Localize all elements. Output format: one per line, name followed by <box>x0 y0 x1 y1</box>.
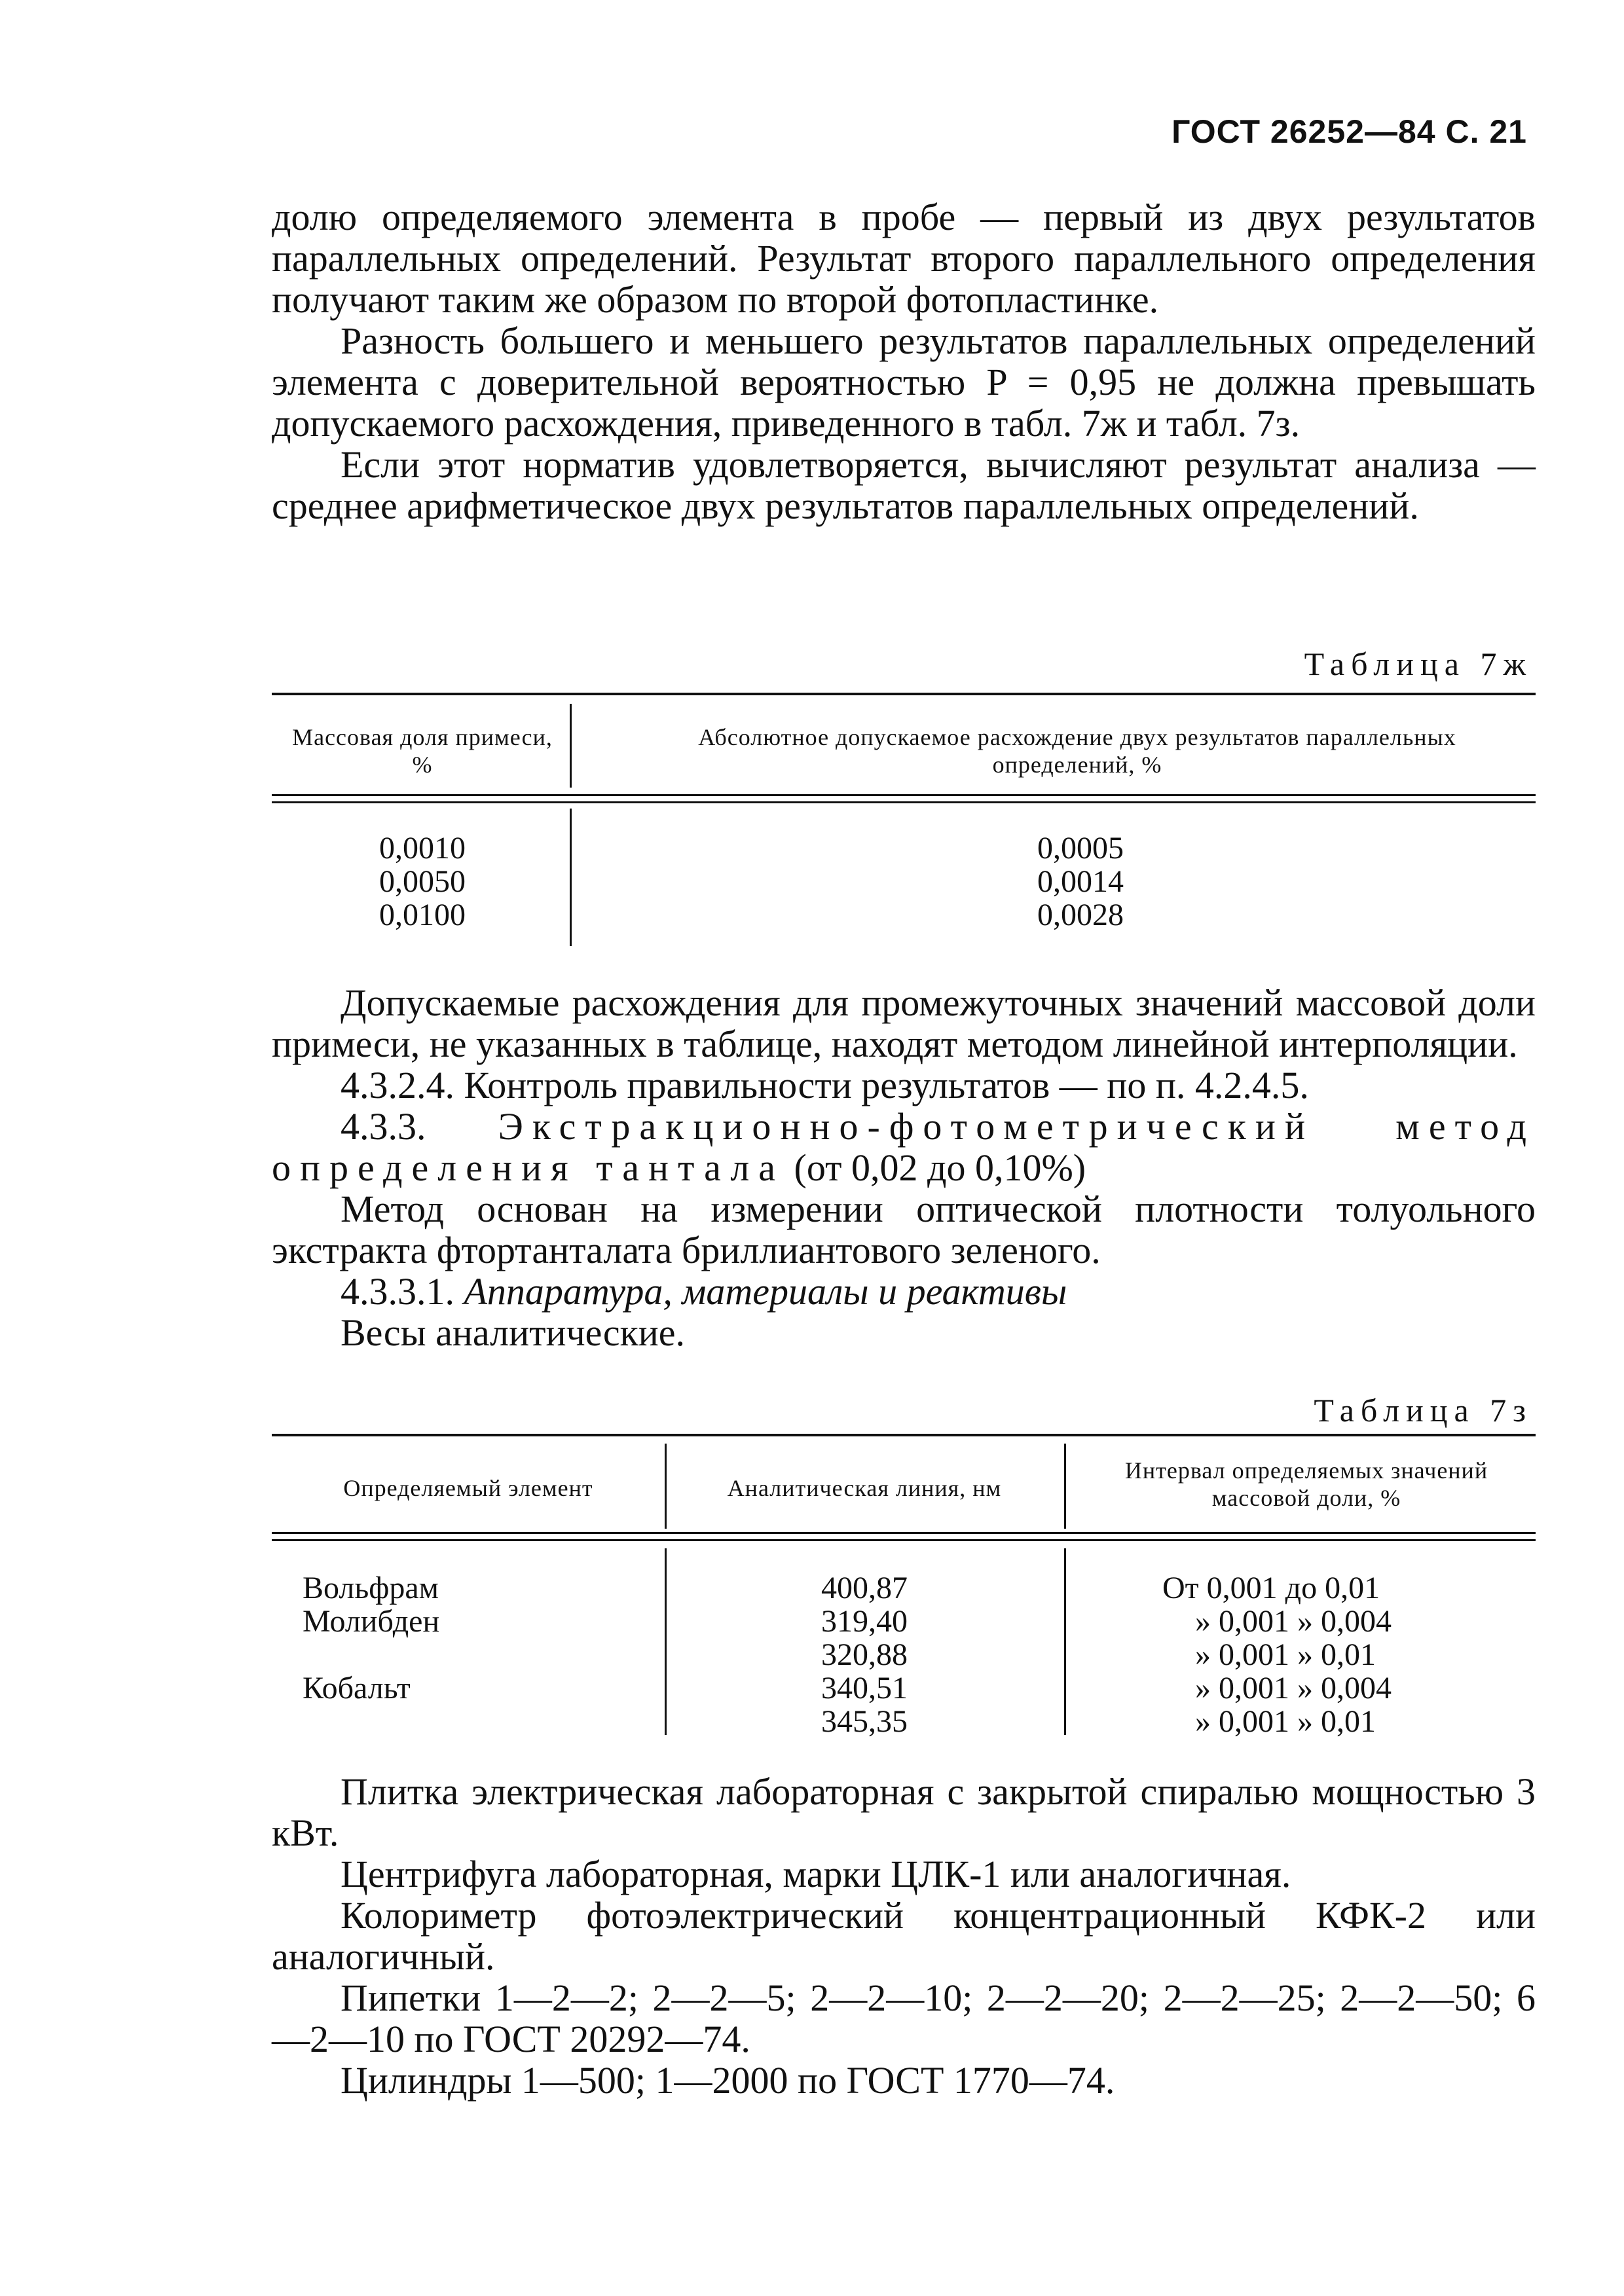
table-cell: » 0,001 » 0,01 <box>1195 1637 1376 1672</box>
table-7z-caption: Таблица 7з <box>1314 1392 1532 1429</box>
table-cell: » 0,001 » 0,004 <box>1195 1604 1392 1639</box>
table-cell: 345,35 <box>821 1704 908 1739</box>
table-column-divider <box>1064 1444 1066 1529</box>
method-range: (от 0,02 до 0,10%) <box>794 1146 1086 1189</box>
table-cell: Молибден <box>303 1604 440 1639</box>
table-cell: 0,0028 <box>1037 898 1124 932</box>
paragraph: Пипетки 1—2—2; 2—2—5; 2—2—10; 2—2—20; 2—2—25; 2—2—50; 6—2—10 по ГОСТ 20292—74. <box>272 1977 1536 2060</box>
table-cell: Кобальт <box>303 1671 411 1705</box>
method-title: Экстракционно-фотометрический метод определения тантала <box>272 1105 1536 1189</box>
table-7z-header-2: Аналитическая линия, нм <box>727 1475 1002 1501</box>
section-number: 4.3.3. <box>341 1105 426 1148</box>
table-top-rule <box>272 1434 1536 1436</box>
table-cell: 0,0005 <box>1037 831 1124 866</box>
paragraph: Разность большего и меньшего результатов параллельных определений элемента с доверительной вероятностью P = 0,95 не должна превышать допускаемого расхождения, приведенного в табл. 7ж и табл. 7з. <box>272 319 1536 445</box>
paragraph: Метод основан на измерении оптической плотности толуольного экстракта фтортанталата бриллиантового зеленого. <box>272 1188 1536 1271</box>
table-header-rule <box>272 1539 1536 1541</box>
table-7z-col-range <box>1162 1571 1529 1738</box>
table-cell: 0,0010 <box>379 831 466 866</box>
table-7z-header-1: Определяемый элемент <box>343 1475 593 1501</box>
table-cell: 340,51 <box>821 1671 908 1705</box>
table-cell: » 0,001 » 0,01 <box>1195 1704 1376 1739</box>
paragraph: долю определяемого элемента в пробе — первый из двух результатов параллельных определений. Результат второго параллельного определения получают таким же образом по второй фотопластинке. <box>272 196 1536 321</box>
paragraph: Центрифуга лабораторная, марки ЦЛК-1 или аналогичная. <box>341 1853 1291 1895</box>
table-column-divider <box>1064 1548 1066 1735</box>
paragraph: Цилиндры 1—500; 1—2000 по ГОСТ 1770—74. <box>341 2059 1115 2102</box>
middle-text-block <box>272 982 1536 1353</box>
table-header-rule <box>272 801 1536 803</box>
paragraph: Весы аналитические. <box>341 1311 686 1354</box>
table-cell <box>303 1705 643 1738</box>
table-cell: 400,87 <box>821 1571 908 1605</box>
table-cell: 319,40 <box>821 1604 908 1639</box>
table-column-divider <box>665 1444 667 1529</box>
subsection-heading <box>272 1271 1536 1312</box>
table-cell: 0,0014 <box>1037 864 1124 899</box>
table-cell: » 0,001 » 0,004 <box>1195 1671 1392 1705</box>
table-top-rule <box>272 693 1536 695</box>
running-header: ГОСТ 26252—84 С. 21 <box>1172 113 1527 150</box>
table-cell: 0,0050 <box>379 864 466 899</box>
table-column-divider <box>665 1548 667 1735</box>
table-column-divider <box>570 809 572 946</box>
table-header-rule <box>272 1532 1536 1534</box>
table-7zh-col-2 <box>950 831 1211 932</box>
paragraph: Допускаемые расхождения для промежуточных значений массовой доли примеси, не указанных в таблице, находят методом линейной интерполяции. <box>272 981 1536 1065</box>
table-7z-header-3: Интервал определяемых значений массовой доли, % <box>1124 1457 1488 1511</box>
table-header-rule <box>272 794 1536 796</box>
table-7z-col-element <box>303 1571 643 1738</box>
section-heading <box>272 1106 1536 1188</box>
table-cell: 320,88 <box>821 1637 908 1672</box>
table-7zh-col-1 <box>282 831 563 932</box>
top-text-block <box>272 196 1536 526</box>
section-number: 4.3.3.1. <box>341 1270 454 1313</box>
table-7z-col-line <box>740 1571 989 1738</box>
bottom-text-block <box>272 1771 1536 2101</box>
table-cell: 0,0100 <box>379 898 466 932</box>
paragraph: Колориметр фотоэлектрический концентрационный КФК-2 или аналогичный. <box>272 1894 1536 1978</box>
table-7zh-header-1: Массовая доля примеси, % <box>292 724 553 778</box>
table-7zh-caption: Таблица 7ж <box>1304 646 1532 682</box>
table-cell: От 0,001 до 0,01 <box>1162 1571 1380 1605</box>
paragraph: 4.3.2.4. Контроль правильности результатов — по п. 4.2.4.5. <box>341 1064 1309 1106</box>
paragraph: Плитка электрическая лабораторная с закрытой спиралью мощностью 3 кВт. <box>272 1770 1536 1854</box>
table-column-divider <box>570 704 572 788</box>
subsection-title: Аппаратура, материалы и реактивы <box>464 1270 1067 1313</box>
table-7zh-header-2: Абсолютное допускаемое расхождение двух результатов параллельных определений, % <box>698 724 1456 778</box>
paragraph: Если этот норматив удовлетворяется, вычисляют результат анализа — среднее арифметическое двух результатов параллельных определений. <box>272 443 1536 527</box>
table-cell <box>303 1638 643 1671</box>
table-cell: Вольфрам <box>303 1571 439 1605</box>
